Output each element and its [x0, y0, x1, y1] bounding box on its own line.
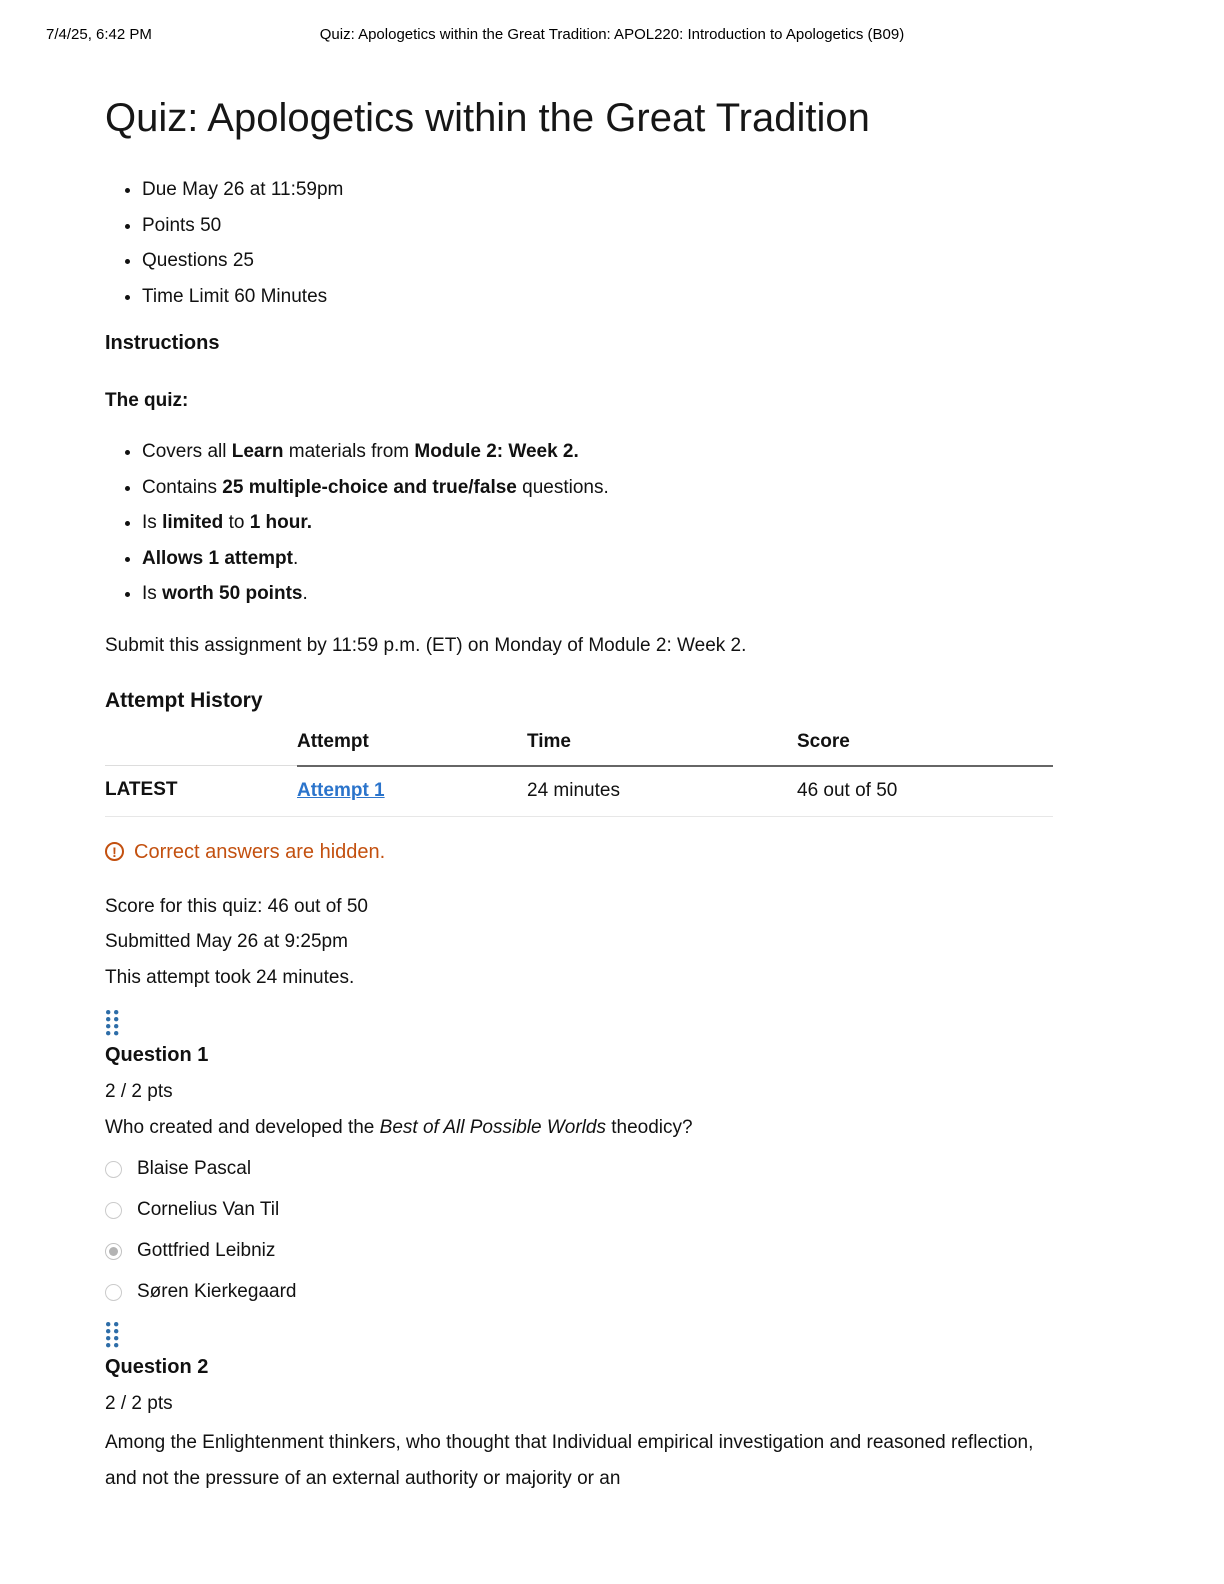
question-2 — [105, 1321, 1119, 1496]
quiz-meta-due: • Due May 26 at 11:59pm — [142, 172, 1119, 208]
print-header — [0, 0, 1224, 46]
radio-button-icon[interactable] — [105, 1243, 122, 1260]
instruction-item: • Allows 1 attempt. — [142, 541, 1119, 577]
summary-submitted: Submitted May 26 at 9:25pm — [105, 931, 348, 952]
question-points: 2 / 2 pts — [105, 1081, 173, 1102]
table-header-row — [105, 731, 1053, 766]
question-points: 2 / 2 pts — [105, 1393, 173, 1414]
instructions-list — [105, 434, 1119, 612]
attempt-history-table — [105, 731, 1053, 817]
attempt-time: 24 minutes — [527, 766, 797, 817]
table-row — [105, 766, 1053, 817]
drag-handle-icon[interactable] — [105, 1009, 120, 1036]
answer-option-label: Cornelius Van Til — [137, 1199, 280, 1220]
instructions-subheading: The quiz: — [105, 390, 189, 411]
summary-duration: This attempt took 24 minutes. — [105, 966, 355, 988]
attempt-summary — [105, 889, 1119, 996]
answer-option-label: Søren Kierkegaard — [137, 1281, 297, 1302]
attempt-score: 46 out of 50 — [797, 766, 1053, 817]
quiz-page — [0, 94, 1224, 1496]
instruction-item: • Covers all Learn materials from Module 2: Week 2. — [142, 434, 1119, 470]
question-prompt: Who created and developed the Best of All Possible Worlds theodicy? — [105, 1117, 693, 1138]
answers-hidden-notice — [105, 839, 1119, 865]
radio-button-icon[interactable] — [105, 1284, 122, 1301]
answers-hidden-text: Correct answers are hidden. — [134, 840, 386, 863]
answer-option[interactable] — [105, 1198, 1119, 1222]
attempt-link[interactable]: Attempt 1 — [297, 779, 385, 801]
answer-option[interactable] — [105, 1157, 1119, 1181]
drag-handle-icon[interactable] — [105, 1321, 120, 1348]
italic-phrase: Best of All Possible Worlds — [379, 1117, 606, 1138]
exclamation-circle-icon: ! — [105, 842, 124, 861]
attempt-history-corner-cell — [105, 731, 297, 766]
question-title: Question 1 — [105, 1044, 209, 1066]
quiz-meta-time-limit: • Time Limit 60 Minutes — [142, 279, 1119, 315]
answer-option-label: Gottfried Leibniz — [137, 1240, 276, 1261]
question-title: Question 2 — [105, 1356, 209, 1378]
quiz-meta-list — [105, 172, 1119, 314]
page-title: Quiz: Apologetics within the Great Tradition — [105, 96, 870, 140]
answer-option[interactable] — [105, 1239, 1119, 1263]
summary-score: Score for this quiz: 46 out of 50 — [105, 895, 368, 917]
column-header-attempt: Attempt — [297, 731, 527, 766]
quiz-meta-points: • Points 50 — [142, 208, 1119, 244]
radio-button-icon[interactable] — [105, 1202, 122, 1219]
answer-option[interactable] — [105, 1280, 1119, 1304]
column-header-score: Score — [797, 731, 1053, 766]
attempt-row-label: LATEST — [105, 766, 297, 817]
quiz-meta-questions: • Questions 25 — [142, 243, 1119, 279]
radio-button-icon[interactable] — [105, 1161, 122, 1178]
print-document-title: Quiz: Apologetics within the Great Tradition: APOL220: Introduction to Apologetics (B09) — [319, 26, 905, 43]
attempt-history-heading: Attempt History — [105, 688, 263, 712]
print-timestamp: 7/4/25, 6:42 PM — [46, 26, 152, 43]
instruction-item: • Is limited to 1 hour. — [142, 505, 1119, 541]
instruction-item: • Is worth 50 points. — [142, 576, 1119, 612]
answer-option-label: Blaise Pascal — [137, 1158, 252, 1179]
column-header-time: Time — [527, 731, 797, 766]
question-prompt: Among the Enlightenment thinkers, who thought that Individual empirical investigation and reasoned reflection, and not the pressure of an external authority or majority or an — [105, 1432, 1034, 1489]
submit-note: Submit this assignment by 11:59 p.m. (ET) on Monday of Module 2: Week 2. — [105, 634, 747, 656]
answer-options — [105, 1157, 1119, 1304]
question-1 — [105, 1009, 1119, 1304]
instruction-item: • Contains 25 multiple-choice and true/false questions. — [142, 470, 1119, 506]
instructions-heading: Instructions — [105, 332, 220, 354]
